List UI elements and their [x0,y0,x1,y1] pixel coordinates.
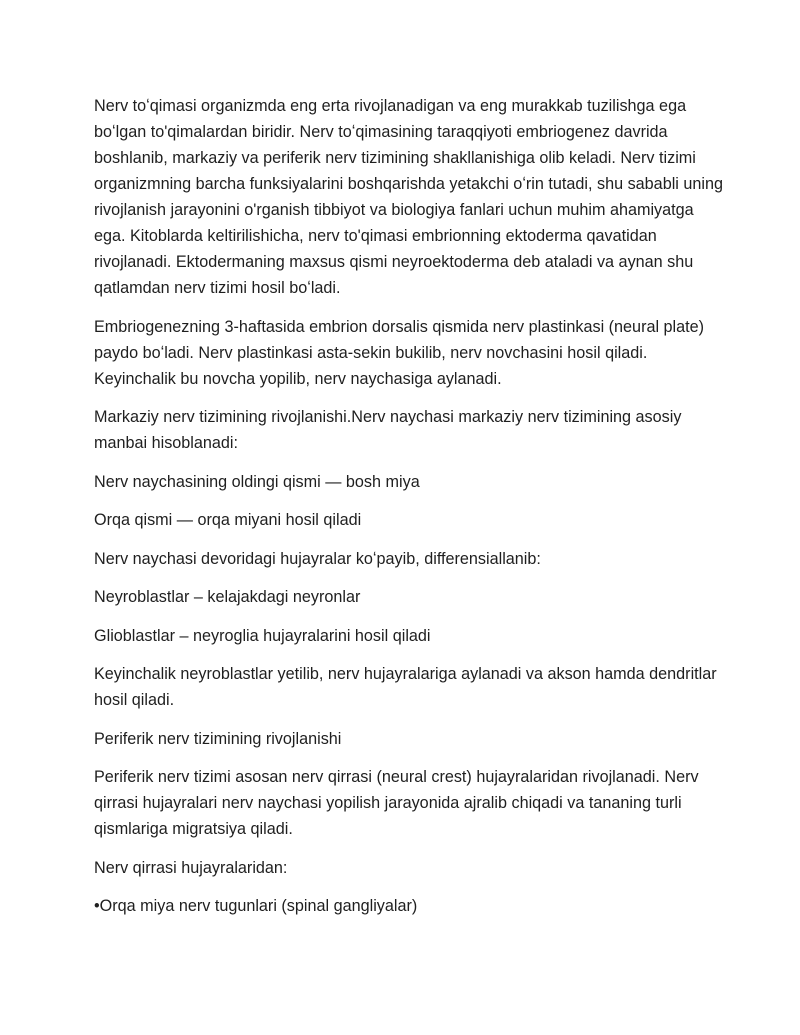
paragraph-neuroblasts: Neyroblastlar – kelajakdagi neyronlar [94,588,361,606]
paragraph-intro: Nerv toʻqimasi organizmda eng erta rivojlanadigan va eng murakkab tuzilishga ega boʻlgan to'qimalardan biridir. Nerv toʻqimasining taraqqiyoti embriogenez davrida boshlanib, markaziy va periferik nerv tizimining shakllanishiga olib keladi. Nerv tizimi organizmning barcha funksiyalarini boshqarishda yetakchi oʻrin tutadi, shu sababli uning rivojlanish jarayonini o'rganish tibbiyot va biologiya fanlari uchun muhim ahamiyatga ega. Kitoblarda keltirilishicha, nerv to'qimasi embrionning ektoderma qavatidan rivojlanadi. Ektodermaning maxsus qismi neyroektoderma deb ataladi va aynan shu qatlamdan nerv tizimi hosil boʻladi. [94,97,723,297]
paragraph-embryogenesis: Embriogenezning 3-haftasida embrion dorsalis qismida nerv plastinkasi (neural plate) paydo boʻladi. Nerv plastinkasi asta-sekin bukilib, nerv novchasini hosil qiladi. Keyinchalik bu novcha yopilib, nerv naychasiga aylanadi. [94,317,705,388]
paragraph-maturation: Keyinchalik neyroblastlar yetilib, nerv hujayralariga aylanadi va akson hamda dendritlar hosil qiladi. [94,665,717,709]
paragraph-pns-heading: Periferik nerv tizimining rivojlanishi [94,729,342,748]
paragraph-spinal-cord: Orqa qismi — orqa miyani hosil qiladi [94,511,362,529]
document-body [94,93,724,932]
bullet-icon: • [94,897,100,915]
paragraph-brain: Nerv naychasining oldingi qismi — bosh miya [94,472,420,491]
paragraph-cns-development: Markaziy nerv tizimining rivojlanishi.Nerv naychasi markaziy nerv tizimining asosiy manbai hisoblanadi: [94,408,682,452]
paragraph-glioblasts: Glioblastlar – neyroglia hujayralarini hosil qiladi [94,626,431,645]
bullet-list-item [94,893,724,919]
paragraph-neural-crest: Periferik nerv tizimi asosan nerv qirrasi (neural crest) hujayralaridan rivojlanadi. Nerv qirrasi hujayralari nerv naychasi yopilish jarayonida ajralib chiqadi va tananing turli qismlariga migratsiya qiladi. [94,768,699,838]
paragraph-neural-crest-cells: Nerv qirrasi hujayralaridan: [94,858,288,877]
bullet-text: Orqa miya nerv tugunlari (spinal gangliyalar) [99,897,418,915]
paragraph-cell-differentiation: Nerv naychasi devoridagi hujayralar koʻpayib, differensiallanib: [94,549,541,568]
